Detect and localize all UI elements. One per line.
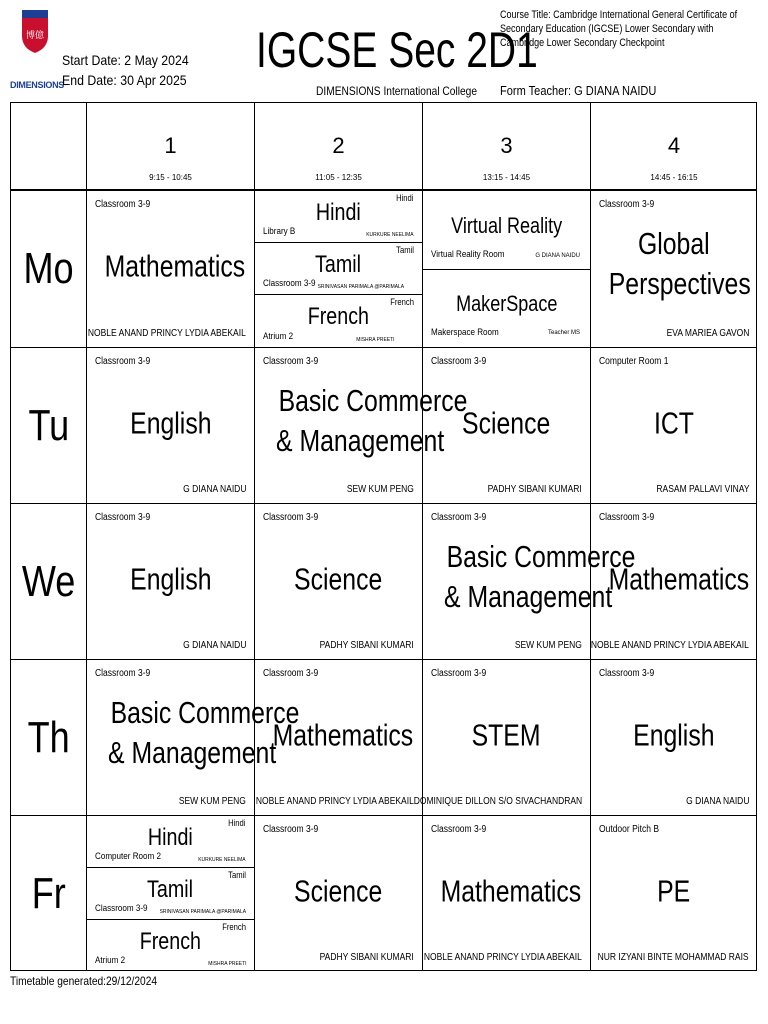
- college-logo: [10, 8, 65, 94]
- lesson-fr-p1[interactable]: [87, 816, 254, 971]
- lesson-tu-p3[interactable]: Classroom 3-9 Science PADHY SIBANI KUMARI: [431, 356, 582, 495]
- day-label-tu: Tu: [28, 400, 69, 450]
- lesson-we-p1[interactable]: Classroom 3-9 English G DIANA NAIDU: [95, 512, 246, 651]
- period-header-4: 4 14:45 - 16:15: [650, 133, 698, 182]
- end-date: End Date: 30 Apr 2025: [62, 72, 187, 88]
- lesson-mo-p1[interactable]: Classroom 3-9 Mathematics NOBLE ANAND PRINCY LYDIA ABEKAIL: [88, 199, 246, 339]
- page-title: IGCSE Sec 2D1: [256, 22, 538, 78]
- day-label-mo: Mo: [23, 244, 74, 293]
- lesson-mo-p4[interactable]: Classroom 3-9 Global Perspectives EVA MARIEA GAVON: [599, 199, 751, 339]
- lesson-we-p2[interactable]: Classroom 3-9 Science PADHY SIBANI KUMARI: [263, 512, 414, 651]
- period-header-2: 2 11:05 - 12:35: [315, 133, 362, 182]
- start-date: Start Date: 2 May 2024: [62, 52, 189, 68]
- day-label-we: We: [21, 556, 76, 606]
- lesson-th-p1[interactable]: Classroom 3-9 Basic Commerce & Management SEW KUM PENG: [95, 668, 300, 807]
- logo-text: DIMENSIONS: [10, 80, 65, 90]
- lesson-we-p3[interactable]: Classroom 3-9 Basic Commerce & Management SEW KUM PENG: [431, 512, 636, 651]
- lesson-mo-p3[interactable]: Virtual Reality Virtual Reality Room G DIANA NAIDU MakerSpace Makerspace Room Teacher MS: [423, 191, 590, 347]
- lesson-fr-p3[interactable]: Classroom 3-9 Mathematics NOBLE ANAND PRINCY LYDIA ABEKAIL: [424, 824, 582, 963]
- generated-date: Timetable generated:29/12/2024: [10, 974, 158, 988]
- lesson-fr-p4[interactable]: Outdoor Pitch B PE NUR IZYANI BINTE MOHAMMAD RAIS: [598, 824, 749, 963]
- option-hindi[interactable]: Hindi Hindi Library B KURKURE NEELIMA: [263, 193, 414, 238]
- option-virtual-reality: Virtual Reality: [451, 213, 562, 238]
- college-name: DIMENSIONS International College: [316, 84, 478, 98]
- day-label-fr: Fr: [31, 868, 66, 918]
- option-makerspace: MakerSpace: [455, 291, 558, 316]
- form-teacher: Form Teacher: G DIANA NAIDU: [500, 83, 657, 98]
- day-label-th: Th: [27, 712, 70, 762]
- option-tamil[interactable]: Tamil Tamil Classroom 3-9 SRINIVASAN PARIMALA @PARIMALA: [263, 245, 414, 290]
- option-french[interactable]: French French Atrium 2 MISHRA PREETI: [263, 297, 414, 343]
- lesson-we-p4[interactable]: Classroom 3-9 Mathematics NOBLE ANAND PRINCY LYDIA ABEKAIL: [591, 512, 750, 651]
- lesson-th-p2[interactable]: Classroom 3-9 Mathematics NOBLE ANAND PRINCY LYDIA ABEKAIL: [256, 668, 414, 807]
- course-title: Course Title: Cambridge International General Certificate of Secondary Education (IGCSE) Lower Secondary with Cambridge Lower Secondary Checkpoint: [500, 9, 738, 49]
- lesson-tu-p1[interactable]: Classroom 3-9 English G DIANA NAIDU: [95, 356, 246, 495]
- option-tamil[interactable]: Tamil Tamil Classroom 3-9 SRINIVASAN PARIMALA @PARIMALA: [95, 870, 246, 915]
- option-french[interactable]: French French Atrium 2 MISHRA PREETI: [95, 922, 246, 967]
- period-header-1: 1 9:15 - 10:45: [149, 133, 192, 182]
- timetable-grid: [10, 102, 757, 971]
- lesson-fr-p2[interactable]: Classroom 3-9 Science PADHY SIBANI KUMARI: [263, 824, 414, 963]
- lesson-th-p3[interactable]: Classroom 3-9 STEM DOMINIQUE DILLON S/O SIVACHANDRAN: [413, 668, 582, 807]
- period-header-3: 3 13:15 - 14:45: [482, 133, 531, 182]
- lesson-th-p4[interactable]: Classroom 3-9 English G DIANA NAIDU: [599, 668, 749, 807]
- lesson-tu-p2[interactable]: Classroom 3-9 Basic Commerce & Management SEW KUM PENG: [263, 356, 468, 495]
- option-hindi[interactable]: Hindi Hindi Computer Room 2 KURKURE NEELIMA: [95, 818, 246, 863]
- shield-icon: [20, 8, 50, 54]
- date-range: [62, 50, 189, 90]
- lesson-mo-p2[interactable]: [255, 191, 422, 347]
- svg-text:博億: 博億: [25, 31, 45, 41]
- lesson-tu-p4[interactable]: Computer Room 1 ICT RASAM PALLAVI VINAY: [599, 356, 749, 495]
